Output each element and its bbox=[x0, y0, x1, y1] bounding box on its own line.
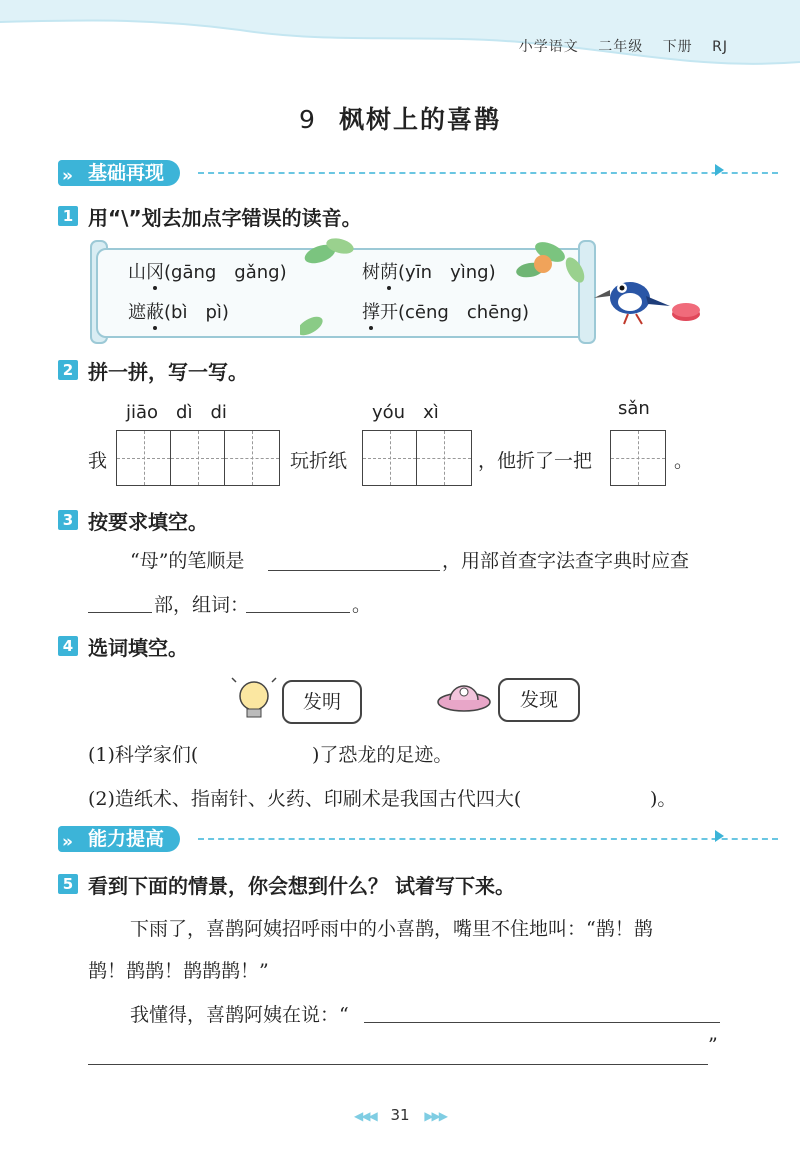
sentence-part-4: 。 bbox=[674, 450, 694, 472]
section-title-ability: 能力提高 bbox=[88, 828, 165, 850]
arrow-right-icon bbox=[715, 830, 724, 842]
q4-sentence-2b: )。 bbox=[650, 788, 677, 810]
q5-answer-lead: 我懂得，喜鹊阿姨在说：“ bbox=[130, 1004, 349, 1026]
dashed-divider bbox=[198, 838, 778, 840]
writing-grid-3[interactable] bbox=[610, 430, 666, 486]
question-number-1: 1 bbox=[58, 206, 78, 226]
question-prompt-1: 用“\”划去加点字错误的读音。 bbox=[88, 206, 362, 230]
header-volume: 下册 bbox=[662, 39, 693, 55]
word-char: 开 bbox=[380, 302, 398, 323]
q5-paragraph-line-2: 鹊！鹊鹊！鹊鹊鹊！” bbox=[88, 960, 269, 982]
q3-text-2: ，用部首查字法查字典时应查 bbox=[442, 550, 690, 572]
q3-text-3: 部，组词： bbox=[154, 594, 250, 616]
dotted-char: 荫 bbox=[380, 262, 398, 283]
header-grade: 二年级 bbox=[598, 39, 644, 55]
q5-answer-line-2[interactable] bbox=[88, 1064, 708, 1065]
page-title bbox=[0, 100, 800, 136]
q5-paragraph-line-1: 下雨了，喜鹊阿姨招呼雨中的小喜鹊，嘴里不住地叫：“鹊！鹊 bbox=[130, 918, 653, 940]
q5-answer-line-1[interactable] bbox=[364, 1022, 720, 1023]
pinyin-item-2 bbox=[362, 258, 496, 284]
writing-cell[interactable] bbox=[117, 431, 171, 485]
header-subject: 小学语文 bbox=[518, 39, 579, 55]
section-banner-basic bbox=[58, 160, 722, 186]
pinyin-options[interactable]: (gāng gǎng) bbox=[164, 262, 287, 283]
section-tag-ability bbox=[58, 826, 180, 852]
pinyin-label-3: sǎn bbox=[618, 398, 650, 419]
question-prompt-5: 看到下面的情景，你会想到什么？ 试着写下来。 bbox=[88, 874, 515, 898]
dotted-char: 蔽 bbox=[146, 302, 164, 323]
pinyin-label-2: yóu xì bbox=[372, 402, 439, 423]
question-number-3: 3 bbox=[58, 510, 78, 530]
writing-cell[interactable] bbox=[171, 431, 225, 485]
pinyin-item-3 bbox=[128, 298, 229, 324]
pinyin-options[interactable]: (bì pì) bbox=[164, 302, 229, 323]
header-edition: RJ bbox=[712, 39, 728, 55]
dashed-divider bbox=[198, 172, 778, 174]
lightbulb-icon bbox=[230, 676, 282, 724]
q5-close-quote: ” bbox=[708, 1034, 718, 1056]
page-footer bbox=[0, 1106, 800, 1124]
pinyin-options[interactable]: (yīn yìng) bbox=[398, 262, 496, 283]
left-arrows-icon: ◀◀◀ bbox=[353, 1109, 376, 1123]
word-char: 山 bbox=[128, 262, 146, 283]
right-arrows-icon: ▶▶▶ bbox=[424, 1109, 447, 1123]
page-number: 31 bbox=[390, 1106, 410, 1124]
dotted-char: 撑 bbox=[362, 302, 380, 323]
q4-blank-1[interactable] bbox=[214, 762, 312, 784]
sentence-part-1: 我 bbox=[88, 450, 108, 472]
dotted-char: 冈 bbox=[146, 262, 164, 283]
question-prompt-2: 拼一拼，写一写。 bbox=[88, 360, 248, 384]
word-char: 遮 bbox=[128, 302, 146, 323]
section-title-basic: 基础再现 bbox=[88, 162, 165, 184]
word-char: 树 bbox=[362, 262, 380, 283]
question-number-2: 2 bbox=[58, 360, 78, 380]
sentence-part-2: 玩折纸 bbox=[290, 450, 348, 472]
double-chevron-icon: » bbox=[62, 166, 73, 186]
writing-cell[interactable] bbox=[225, 431, 279, 485]
q4-blank-2[interactable] bbox=[554, 806, 650, 828]
pinyin-item-1 bbox=[128, 258, 287, 284]
q3-text-1: “母”的笔顺是 bbox=[130, 550, 245, 572]
pinyin-item-4 bbox=[362, 298, 529, 324]
word-option-discover[interactable]: 发现 bbox=[498, 678, 580, 722]
stroke-order-blank[interactable] bbox=[268, 570, 440, 571]
sentence-part-3: ，他折了一把 bbox=[478, 450, 593, 472]
lesson-number: 9 bbox=[299, 105, 317, 134]
question-prompt-3: 按要求填空。 bbox=[88, 510, 208, 534]
writing-grid-2[interactable] bbox=[362, 430, 472, 486]
leaves-decoration bbox=[300, 234, 590, 344]
q4-sentence-1b: )了恐龙的足迹。 bbox=[312, 744, 453, 766]
writing-cell[interactable] bbox=[611, 431, 665, 485]
q3-text-4: 。 bbox=[352, 594, 372, 616]
writing-cell[interactable] bbox=[363, 431, 417, 485]
question-prompt-4: 选词填空。 bbox=[88, 636, 188, 660]
header-info bbox=[505, 36, 728, 56]
writing-grid-1[interactable] bbox=[116, 430, 280, 486]
magpie-icon bbox=[588, 258, 708, 338]
word-group-blank[interactable] bbox=[246, 612, 350, 613]
writing-cell[interactable] bbox=[417, 431, 471, 485]
lesson-title: 枫树上的喜鹊 bbox=[338, 105, 501, 134]
double-chevron-icon: » bbox=[62, 832, 73, 852]
word-option-invent[interactable]: 发明 bbox=[282, 680, 362, 724]
pinyin-label-1: jiāo dì di bbox=[126, 402, 227, 423]
pinyin-options[interactable]: (cēng chēng) bbox=[398, 302, 530, 323]
ufo-icon bbox=[434, 676, 494, 720]
section-banner-ability bbox=[58, 826, 722, 852]
question-number-4: 4 bbox=[58, 636, 78, 656]
section-tag-basic bbox=[58, 160, 180, 186]
question-number-5: 5 bbox=[58, 874, 78, 894]
radical-blank[interactable] bbox=[88, 612, 152, 613]
q4-sentence-1a: (1)科学家们( bbox=[88, 744, 199, 766]
q4-sentence-2a: (2)造纸术、指南针、火药、印刷术是我国古代四大( bbox=[88, 788, 522, 810]
arrow-right-icon bbox=[715, 164, 724, 176]
